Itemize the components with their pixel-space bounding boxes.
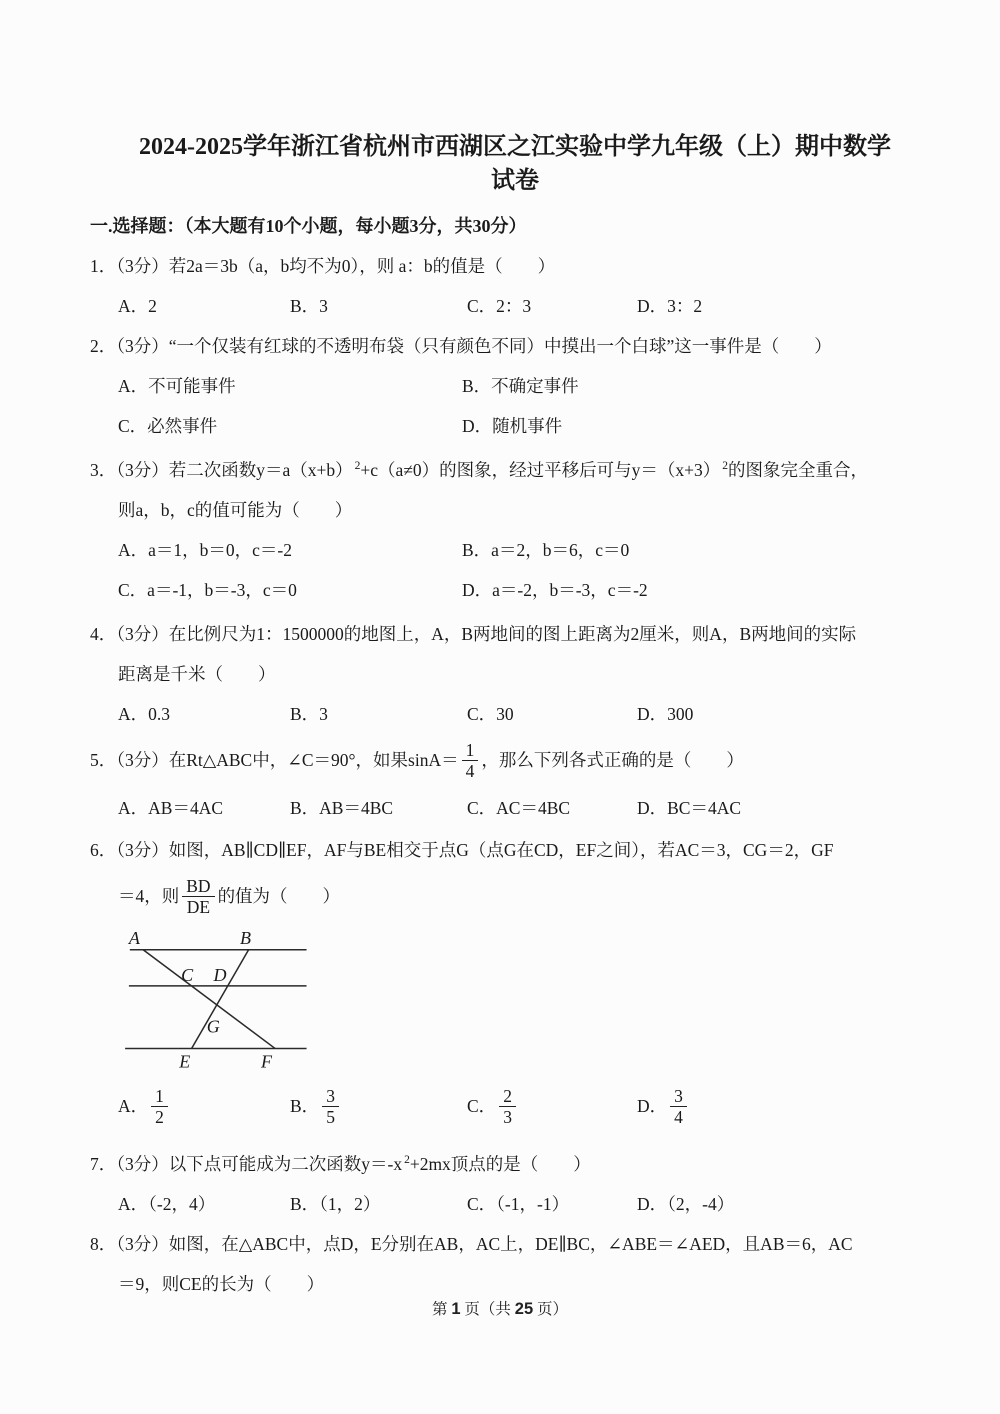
fraction-numerator: 1 (151, 1086, 168, 1107)
question-3-stem-line1 (90, 446, 940, 490)
question-2-option-d: D．随机事件 (462, 416, 563, 436)
question-3-text: 的图象完全重合， (728, 459, 869, 480)
figure-point-label-c: C (181, 964, 194, 985)
question-4-option-d: D．300 (637, 703, 694, 724)
fraction (670, 1086, 687, 1127)
superscript: 2 (354, 460, 361, 472)
question-7-option-b: B．（1，2） (290, 1193, 381, 1214)
question-7-option-c: C．（-1，-1） (467, 1193, 570, 1214)
fraction (499, 1086, 516, 1127)
question-2-stem: 2．（3分）“一个仅装有红球的不透明布袋（只有颜色不同）中摸出一个白球”这一事件是（ ） (90, 336, 832, 356)
question-6-option-a (118, 1086, 290, 1127)
figure-point-label-d: D (213, 964, 227, 985)
question-2-options-row2 (90, 406, 940, 446)
fraction-denominator: 4 (465, 761, 475, 782)
question-4-option-b: B．3 (290, 703, 328, 724)
section-heading: 一.选择题：（本大题有10个小题，每小题3分，共30分） (90, 216, 527, 236)
question-2-option-c: C．必然事件 (118, 416, 218, 436)
option-label: D． (637, 1096, 668, 1117)
parallel-lines-diagram (102, 926, 342, 1078)
question-5-option-b: B．AB＝4BC (290, 797, 394, 818)
superscript: 2 (722, 460, 729, 472)
question-5-option-c: C．AC＝4BC (467, 797, 571, 818)
option-label: A． (118, 1096, 149, 1117)
page-footer (0, 1297, 1000, 1319)
question-1-options (90, 286, 940, 326)
geometry-figure (102, 926, 342, 1078)
footer-text: 页（共 (464, 1301, 511, 1318)
question-1-option-a: A．2 (118, 296, 157, 316)
document-title-line2: 试卷 (491, 168, 539, 194)
question-7-text: 7．（3分）以下点可能成为二次函数y＝-x (90, 1153, 403, 1174)
question-5-stem (90, 734, 940, 788)
question-3-option-c: C．a＝-1，b＝-3，c＝0 (118, 579, 297, 600)
question-6-text: ＝4，则 (118, 886, 180, 907)
question-1-option-c: C．2：3 (467, 296, 532, 316)
superscript: 2 (404, 1153, 410, 1166)
question-3-option-a: A．a＝1，b＝0，c＝-2 (118, 539, 292, 560)
fraction (151, 1086, 168, 1127)
document-title-line1: 2024-2025学年浙江省杭州市西湖区之江实验中学九年级（上）期中数学 (139, 134, 891, 160)
fraction-denominator: 4 (674, 1107, 683, 1128)
question-7-options (90, 1184, 940, 1224)
question-3-options-row2 (90, 570, 940, 610)
question-8-stem-line1: 8．（3分）如图，在△ABC中，点D，E分别在AB，AC上，DE∥BC，∠ABE＝∠AED，且AB＝6，AC (90, 1233, 853, 1254)
question-3-stem-line2: 则a，b，c的值可能为（ ） (118, 499, 353, 520)
fraction-numerator: 3 (670, 1086, 687, 1107)
question-2-option-b: B．不确定事件 (462, 376, 579, 396)
question-6-option-b (290, 1086, 467, 1127)
question-3-text: 3．（3分）若二次函数y＝a（x+b） (90, 459, 353, 480)
footer-total-pages: 25 (514, 1300, 534, 1318)
question-5-options (90, 788, 940, 828)
fraction-numerator: 1 (462, 740, 479, 761)
question-3-option-b: B．a＝2，b＝6，c＝0 (462, 539, 630, 560)
question-5-option-d: D．BC＝4AC (637, 797, 742, 818)
footer-text: 页） (537, 1301, 569, 1318)
figure-point-label-e: E (179, 1051, 191, 1072)
question-3-option-d: D．a＝-2，b＝-3，c＝-2 (462, 579, 648, 600)
question-5-option-a: A．AB＝4AC (118, 797, 224, 818)
question-4-option-c: C．30 (467, 703, 514, 724)
question-7-text: +2mx顶点的是（ ） (409, 1153, 591, 1174)
figure-point-label-g: G (206, 1016, 220, 1037)
question-5-text: ，那么下列各式正确的是（ ） (481, 750, 744, 771)
question-6-options (90, 1078, 940, 1136)
option-label: B． (290, 1096, 320, 1117)
fraction-numerator: BD (182, 876, 214, 897)
fraction-denominator: 5 (326, 1107, 335, 1128)
question-6-option-d (637, 1086, 940, 1127)
question-7-stem (90, 1140, 940, 1184)
question-4-stem-line1: 4．（3分）在比例尺为1：1500000的地图上，A，B两地间的图上距离为2厘米，则A，B两地间的实际 (90, 623, 857, 644)
fraction-numerator: 3 (322, 1086, 339, 1107)
question-1-option-b: B．3 (290, 296, 328, 316)
fraction-numerator: 2 (499, 1086, 516, 1107)
question-2-option-a: A．不可能事件 (118, 376, 236, 396)
fraction-denominator: 3 (503, 1107, 512, 1128)
footer-text: 第 (431, 1301, 448, 1318)
fraction (182, 876, 214, 917)
fraction (322, 1086, 339, 1127)
fraction (462, 740, 479, 781)
question-3-text: +c（a≠0）的图象，经过平移后可与y＝（x+3） (360, 459, 721, 480)
figure-point-label-b: B (240, 927, 252, 948)
question-8-stem-line2: ＝9，则CE的长为（ ） (118, 1273, 325, 1294)
question-4-option-a: A．0.3 (118, 703, 171, 724)
fraction-denominator: 2 (155, 1107, 164, 1128)
question-7-option-a: A．（-2，4） (118, 1193, 216, 1214)
question-1-option-d: D．3：2 (637, 296, 703, 316)
fraction-denominator: DE (186, 897, 211, 918)
option-label: C． (467, 1096, 497, 1117)
question-3-options-row1 (90, 530, 940, 570)
question-4-stem-line2: 距离是千米（ ） (118, 663, 276, 684)
question-6-text: 的值为（ ） (217, 886, 341, 907)
question-4-options (90, 694, 940, 734)
footer-page-number: 1 (451, 1300, 461, 1318)
figure-point-label-a: A (128, 927, 140, 948)
question-6-option-c (467, 1086, 637, 1127)
question-6-stem-line2 (90, 870, 940, 924)
question-1-stem: 1．（3分）若2a＝3b（a，b均不为0），则 a：b的值是（ ） (90, 256, 556, 276)
question-2-options-row1 (90, 366, 940, 406)
figure-point-label-f: F (260, 1051, 272, 1072)
question-6-stem-line1: 6．（3分）如图，AB∥CD∥EF，AF与BE相交于点G（点G在CD，EF之间），若AC＝3，CG＝2，GF (90, 839, 834, 860)
question-7-option-d: D．（2，-4） (637, 1193, 735, 1214)
question-5-text: 5．（3分）在Rt△ABC中，∠C＝90°，如果sinA＝ (90, 750, 459, 771)
